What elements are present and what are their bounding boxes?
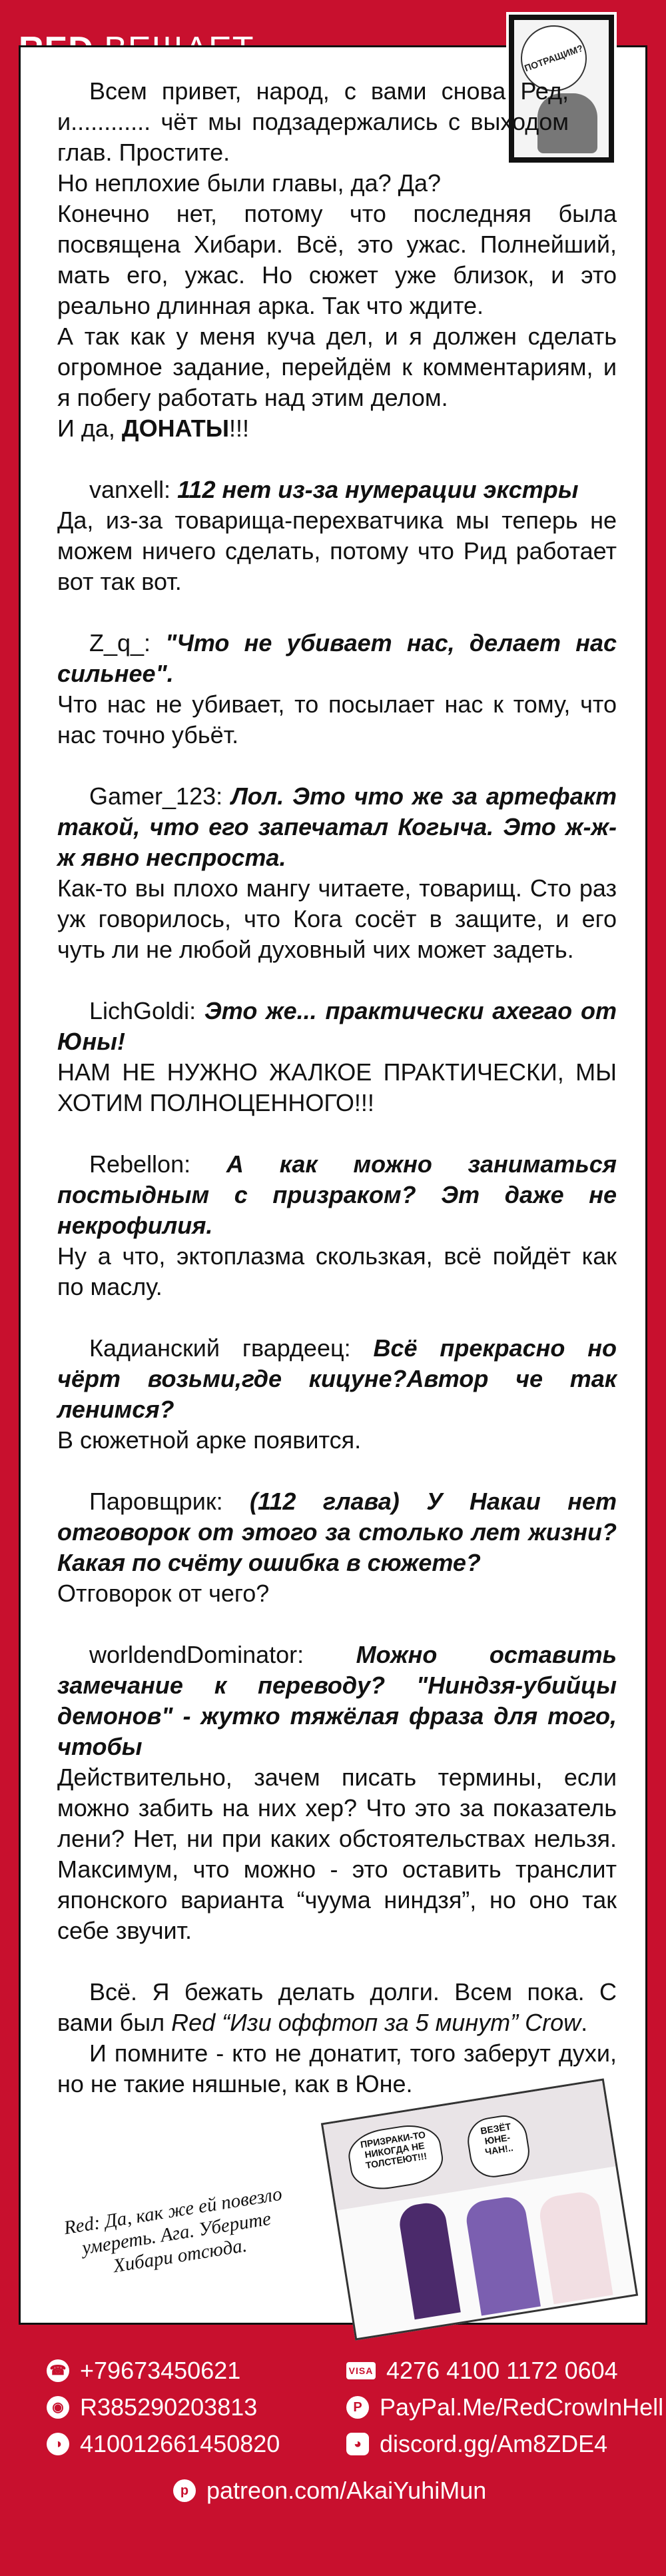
patreon-link[interactable]: patreon.com/AkaiYuhiMun <box>206 2477 487 2504</box>
comment-question <box>57 996 617 1057</box>
outro-paragraph-1 <box>57 1977 617 2038</box>
spacer <box>57 1609 617 1640</box>
comment-question <box>57 475 617 505</box>
intro-paragraph-1: Всем привет, народ, с вами снова Ред, и............ чёт мы подзадержались с выходом глав. Простите. <box>57 77 569 166</box>
outro-period: . <box>581 2009 588 2036</box>
comic-caption: Red: Да, как же ей повезло умереть. Ага. Уберите Хибари отсюда. <box>62 2183 284 2277</box>
paypal-link[interactable]: PayPal.Me/RedCrowInHell <box>380 2393 664 2421</box>
post-body <box>57 76 617 2099</box>
comment-text: Можно оставить замечание к переводу? "Ниндзя-убийцы демонов" - жутко тяжёлая фраза для того, чтобы <box>57 1641 617 1760</box>
donate-prefix: И да, <box>57 415 122 442</box>
comment-user: Паровщрик: <box>89 1488 250 1515</box>
comment-question <box>57 781 617 873</box>
spacer <box>57 1302 617 1333</box>
visa-card-number: 4276 4100 1172 0604 <box>386 2357 618 2384</box>
comment-answer: В сюжетной арке появится. <box>57 1426 362 1454</box>
comic-character-2 <box>464 2195 540 2316</box>
spacer <box>57 444 617 475</box>
comment-answer: Что нас не убивает, то посылает нас к тому, что нас точно убьёт. <box>57 690 617 748</box>
outro-text: Всё. Я бежать делать долги. Всем пока. С вами был <box>57 1978 617 2036</box>
comment-text: Всё прекрасно но чёрт возьми,где кицуне?Автор че так ленимся? <box>57 1334 617 1423</box>
contact-paypal[interactable] <box>346 2393 663 2422</box>
comment-text: А как можно заниматься постыдным с призраком? Эт даже не некрофилия. <box>57 1150 617 1239</box>
comment-block <box>57 475 617 597</box>
comment-answer: Да, из-за товарища-перехватчика мы теперь не можем ничего сделать, потому что Рид работает вот так вот. <box>57 507 617 595</box>
outro-signature: Red “Изи оффтоп за 5 минут” Crow <box>171 2009 581 2036</box>
comment-answer: Ну а что, эктоплазма скользкая, всё пойдёт как по маслу. <box>57 1242 617 1300</box>
phone-icon: ☎ <box>47 2359 69 2382</box>
comment-question <box>57 1640 617 1762</box>
intro-paragraph-2: Но неплохие были главы, да? Да? <box>57 169 442 197</box>
comment-answer: Действительно, зачем писать термины, если можно забить на них хер? Что это за показатель лени? Нет, ни при каких обстоятельствах нельзя. Максимум, что можно - это оставить транслит японского варианта “чуума ниндзя”, но оно так себе звучит. <box>57 1764 617 1944</box>
spacer <box>57 1118 617 1149</box>
comic-character-1 <box>397 2200 461 2319</box>
spacer <box>57 1946 617 1977</box>
intro-paragraph-4: А так как у меня куча дел, и я должен сделать огромное задание, перейдём к комментариям, и я побегу работать над этим делом. <box>57 323 617 411</box>
visa-icon: VISA <box>346 2362 376 2379</box>
spacer <box>57 1456 617 1486</box>
outro-paragraph-2: И помните - кто не донатит, того заберут духи, но не такие няшные, как в Юне. <box>57 2039 617 2097</box>
comment-answer: НАМ НЕ НУЖНО ЖАЛКОЕ ПРАКТИЧЕСКИ, МЫ ХОТИМ ПОЛНОЦЕННОГО!!! <box>57 1058 617 1116</box>
contact-yandex <box>47 2429 280 2459</box>
comment-block <box>57 996 617 1118</box>
contact-phone <box>47 2356 240 2385</box>
comic-panel <box>321 2078 638 2340</box>
comment-block <box>57 1149 617 1302</box>
discord-link[interactable]: discord.gg/Am8ZDE4 <box>380 2430 608 2457</box>
comment-answer: Отговорок от чего? <box>57 1580 270 1607</box>
comment-block <box>57 781 617 965</box>
comment-user: Z_q_: <box>89 629 166 656</box>
illustration-speech-bubble: ПОТРАЩИМ? <box>511 16 596 101</box>
comment-answer: Как-то вы плохо мангу читаете, товарищ. Сто раз уж говорилось, что Кога сосёт в защите, и его чуть ли не любой духовный чих может задеть. <box>57 874 617 963</box>
comment-user: vanxell: <box>89 476 178 503</box>
contact-discord[interactable] <box>346 2429 607 2459</box>
comment-question <box>57 1149 617 1241</box>
comic-speech-bubble-2: ВЕЗЁТ ЮНЕ-ЧАН!.. <box>464 2112 533 2181</box>
phone-number: +79673450621 <box>80 2357 241 2384</box>
comment-user: Кадианский гвардеец: <box>89 1334 374 1362</box>
comment-block <box>57 1640 617 1946</box>
donate-suffix: !!! <box>229 415 250 442</box>
comic-speech-bubble-1: ПРИЗРАКИ-ТО НИКОГДА НЕ ТОЛСТЕЮТ!!! <box>345 2120 446 2194</box>
intro-paragraph-5 <box>57 413 617 444</box>
comment-question <box>57 1333 617 1425</box>
webmoney-icon: ◉ <box>47 2396 69 2419</box>
comment-text: 112 нет из-за нумерации экстры <box>177 476 579 503</box>
comment-block <box>57 1333 617 1456</box>
comment-text: Это же... практически ахегао от Юны! <box>57 997 617 1055</box>
comment-question <box>57 1486 617 1578</box>
comment-text: Лол. Это что же за артефакт такой, что его запечатал Когыча. Это ж-ж-ж явно неспроста. <box>57 782 617 871</box>
comment-text: (112 глава) У Накаи нет отговорок от этого за столько лет жизни? Какая по счёту ошибка в сюжете? <box>57 1488 617 1576</box>
comment-text: "Что не убивает нас, делает нас сильнее". <box>57 629 617 687</box>
discord-icon: ◕ <box>346 2433 369 2455</box>
webmoney-wallet: R385290203813 <box>80 2393 258 2421</box>
spacer <box>57 597 617 628</box>
comment-question <box>57 628 617 689</box>
spacer <box>57 965 617 996</box>
yandex-money-icon: ◑ <box>47 2433 69 2455</box>
comic-character-3 <box>537 2189 613 2304</box>
yandex-wallet: 410012661450820 <box>80 2430 280 2457</box>
contact-visa <box>346 2356 618 2385</box>
contact-patreon[interactable] <box>173 2476 486 2505</box>
paypal-icon: P <box>346 2396 369 2419</box>
comment-user: Rebellon: <box>89 1150 226 1178</box>
comment-block <box>57 628 617 750</box>
comment-block <box>57 1486 617 1609</box>
donate-word: ДОНАТЫ <box>121 415 230 442</box>
footer-contacts <box>0 2329 666 2576</box>
contact-webmoney <box>47 2393 257 2422</box>
comment-user: Gamer_123: <box>89 782 232 810</box>
comment-user: worldendDominator: <box>89 1641 356 1668</box>
patreon-icon: p <box>173 2479 196 2502</box>
spacer <box>57 750 617 781</box>
intro-paragraph-3: Конечно нет, потому что последняя была посвящена Хибари. Всё, это ужас. Полнейший, мать его, ужас. Но сюжет уже близок, и это реально длинная арка. Так что ждите. <box>57 200 617 319</box>
comment-user: LichGoldi: <box>89 997 204 1024</box>
